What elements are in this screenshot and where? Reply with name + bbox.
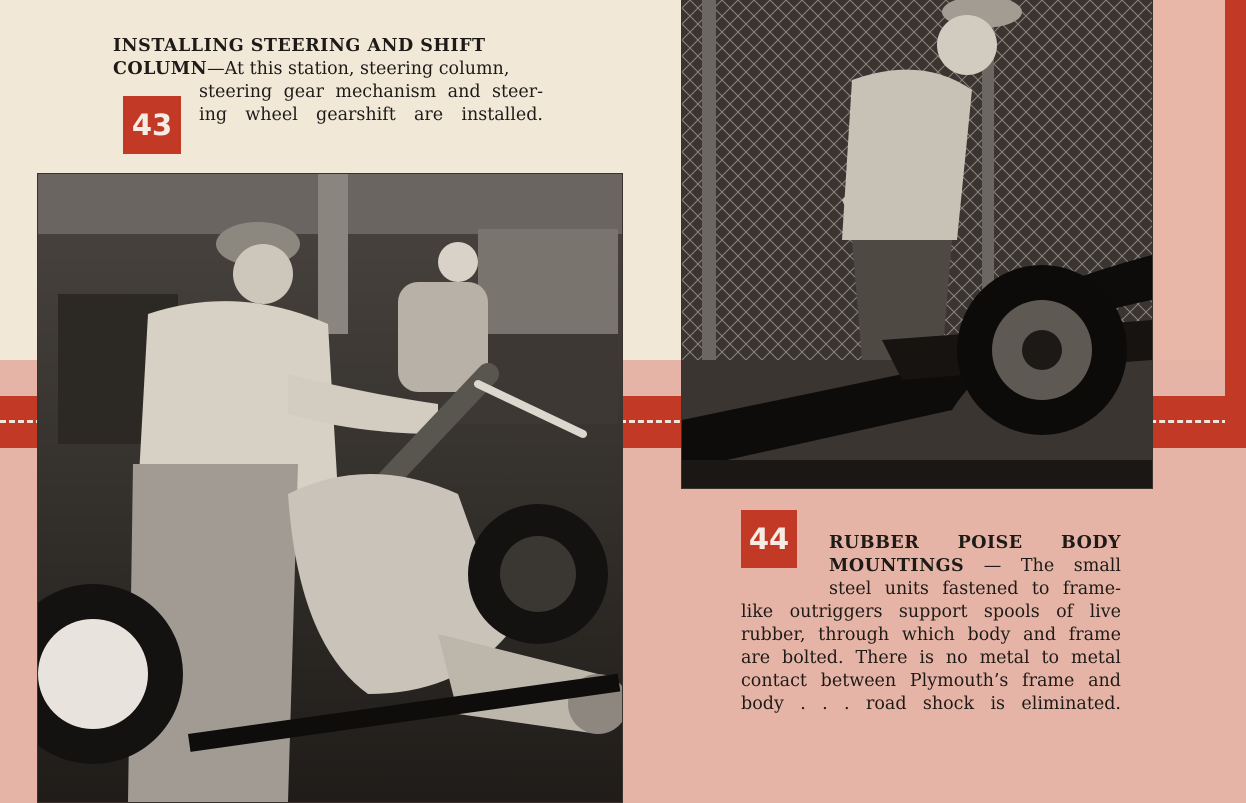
caption-44-text-6: are bolted. There is no metal to metal [741, 648, 1121, 668]
caption-43-text-1: —At this station, steering column, [207, 59, 510, 79]
chassis-frame-photo [682, 0, 1152, 488]
caption-43-text-3: ing wheel gearshift are installed. [199, 105, 543, 125]
assembly-line-photo [38, 174, 622, 802]
station-number-badge-44: 44 [741, 510, 797, 568]
caption-43-heading-cont: COLUMN [113, 59, 208, 79]
chassis-frame-photo-illustration [682, 0, 1152, 488]
assembly-line-photo-illustration [38, 174, 622, 802]
caption-44-text-2: — The small [964, 556, 1121, 576]
caption-43-heading: INSTALLING STEERING AND SHIFT [113, 36, 486, 56]
station-number-badge-43: 43 [123, 96, 181, 154]
caption-44-text-8: body . . . road shock is eliminated. [741, 694, 1121, 714]
caption-44-heading-1: RUBBER POISE BODY [829, 533, 1121, 553]
caption-44-text-3: steel units fastened to frame- [829, 579, 1121, 599]
caption-44-text-5: rubber, through which body and frame [741, 625, 1121, 645]
red-vertical-stripe [1225, 0, 1246, 448]
caption-44-text-4: like outriggers support spools of live [741, 602, 1121, 622]
caption-44-text-7: contact between Plymouth’s frame and [741, 671, 1121, 691]
caption-44 [741, 532, 1121, 716]
caption-43-text-2: steering gear mechanism and steer- [199, 82, 543, 102]
caption-44-heading-2: MOUNTINGS [829, 556, 965, 576]
